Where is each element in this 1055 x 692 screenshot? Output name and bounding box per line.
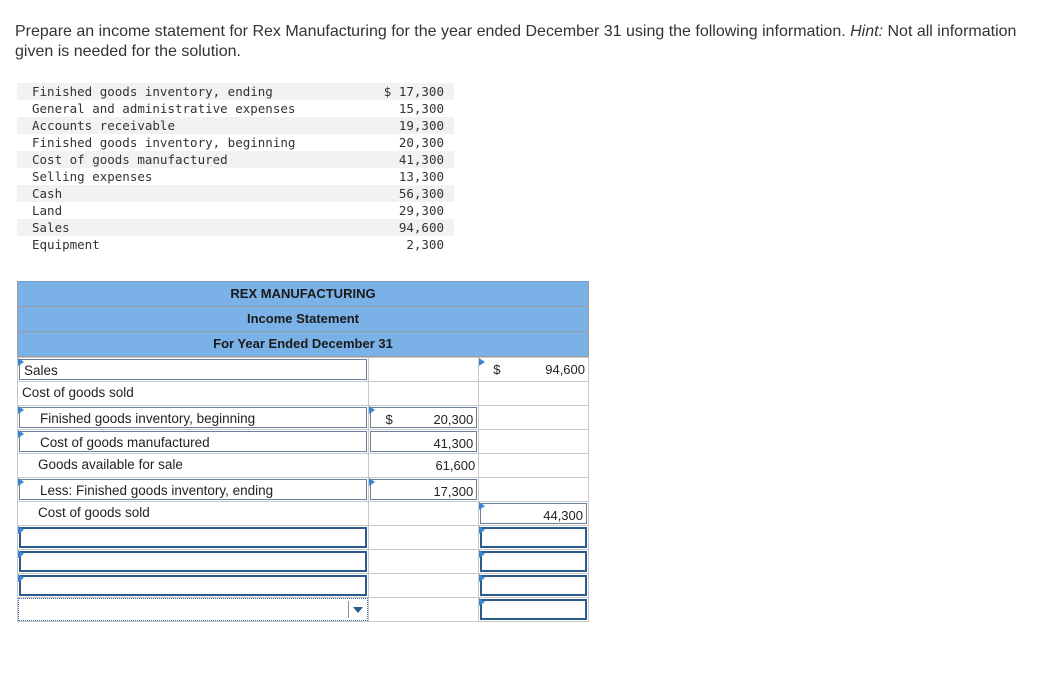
flag-icon xyxy=(18,358,24,366)
table-row xyxy=(18,478,589,502)
question-prompt xyxy=(15,22,1035,62)
row-label: Less: Finished goods inventory, ending xyxy=(40,483,274,498)
mid-cell xyxy=(369,382,479,406)
mid-cell xyxy=(369,454,479,478)
mid-input[interactable] xyxy=(370,407,477,428)
given-label: Equipment xyxy=(32,237,100,252)
right-cell xyxy=(479,430,589,454)
right-cell[interactable] xyxy=(479,358,589,382)
label-input[interactable] xyxy=(19,551,367,572)
mid-input[interactable] xyxy=(370,479,477,500)
right-cell xyxy=(479,382,589,406)
given-label: General and administrative expenses xyxy=(32,101,296,116)
label-cell xyxy=(18,502,369,526)
label-cell xyxy=(18,454,369,478)
given-value: 41,300 xyxy=(324,151,454,168)
statement-period: For Year Ended December 31 xyxy=(17,332,589,357)
given-value: 2,300 xyxy=(406,237,444,252)
table-row xyxy=(18,550,589,574)
dollar-sign: $ xyxy=(493,362,501,377)
chevron-down-icon[interactable] xyxy=(353,607,363,613)
mid-value: 41,300 xyxy=(433,436,474,451)
row-label: Finished goods inventory, beginning xyxy=(40,411,256,426)
given-label: Land xyxy=(32,203,63,218)
right-cell[interactable] xyxy=(479,598,589,622)
right-cell xyxy=(479,478,589,502)
statement-title: Income Statement xyxy=(17,307,589,332)
label-cell[interactable] xyxy=(18,574,369,598)
given-row xyxy=(17,202,454,219)
given-label: Selling expenses xyxy=(32,169,153,184)
given-label: Finished goods inventory, ending xyxy=(17,83,324,100)
flag-icon xyxy=(479,358,485,366)
flag-icon xyxy=(18,574,24,582)
given-row xyxy=(17,100,454,117)
mid-cell xyxy=(369,574,479,598)
mid-cell xyxy=(369,598,479,622)
mid-value: 17,300 xyxy=(433,484,474,499)
row-label: Cost of goods sold xyxy=(22,385,134,400)
mid-cell xyxy=(369,358,479,382)
flag-icon xyxy=(479,550,485,558)
right-value: 94,600 xyxy=(545,362,585,377)
label-cell[interactable] xyxy=(18,478,369,502)
label-input[interactable] xyxy=(19,527,367,548)
statement-rows xyxy=(17,357,589,622)
label-cell[interactable] xyxy=(18,598,369,622)
given-value: 13,300 xyxy=(398,169,444,184)
dollar-sign: $ xyxy=(385,412,393,427)
given-value: 19,300 xyxy=(324,117,454,134)
table-row xyxy=(18,454,589,478)
given-row xyxy=(17,168,454,185)
right-cell xyxy=(479,454,589,478)
label-input[interactable] xyxy=(19,431,367,452)
row-label: Cost of goods manufactured xyxy=(40,435,210,450)
given-label: Cost of goods manufactured xyxy=(17,151,324,168)
table-row xyxy=(18,526,589,550)
mid-cell[interactable] xyxy=(369,406,479,430)
label-cell xyxy=(18,382,369,406)
given-row xyxy=(17,219,454,236)
given-value: 29,300 xyxy=(398,203,444,218)
label-cell[interactable] xyxy=(18,358,369,382)
flag-icon xyxy=(479,598,485,606)
right-cell[interactable] xyxy=(479,550,589,574)
row-label: Sales xyxy=(24,363,58,378)
hint-label: Hint: xyxy=(850,23,884,40)
given-value: $ 17,300 xyxy=(324,83,454,100)
flag-icon xyxy=(479,574,485,582)
given-row xyxy=(17,151,454,168)
given-information-table xyxy=(17,83,454,253)
label-cell[interactable] xyxy=(18,430,369,454)
right-cell[interactable] xyxy=(479,502,589,526)
label-cell[interactable] xyxy=(18,550,369,574)
label-input[interactable] xyxy=(19,479,367,500)
flag-icon xyxy=(369,406,375,414)
table-row xyxy=(18,574,589,598)
given-label: Accounts receivable xyxy=(17,117,324,134)
row-label: Goods available for sale xyxy=(38,457,183,472)
flag-icon xyxy=(18,406,24,414)
given-label: Cash xyxy=(17,185,324,202)
flag-icon xyxy=(18,550,24,558)
mid-value: 61,600 xyxy=(435,458,476,473)
label-input[interactable] xyxy=(19,359,367,380)
label-input[interactable] xyxy=(19,407,367,428)
flag-icon xyxy=(18,478,24,486)
given-row xyxy=(17,117,454,134)
flag-icon xyxy=(369,478,375,486)
income-statement xyxy=(17,281,589,622)
label-cell[interactable] xyxy=(18,406,369,430)
label-cell[interactable] xyxy=(18,526,369,550)
given-row xyxy=(17,134,454,151)
mid-cell xyxy=(369,526,479,550)
mid-cell xyxy=(369,502,479,526)
table-row xyxy=(18,598,589,622)
right-input[interactable] xyxy=(480,527,587,548)
dropdown-divider xyxy=(348,601,349,618)
right-cell[interactable] xyxy=(479,526,589,550)
flag-icon xyxy=(479,526,485,534)
given-value: 94,600 xyxy=(324,219,454,236)
table-row xyxy=(18,382,589,406)
given-value: 56,300 xyxy=(324,185,454,202)
right-input[interactable] xyxy=(480,575,587,596)
right-input[interactable] xyxy=(480,551,587,572)
right-input[interactable] xyxy=(480,599,587,620)
given-value: 15,300 xyxy=(398,101,444,116)
hint-text: Not all information given is needed for the solution. xyxy=(15,23,1017,60)
given-label: Finished goods inventory, beginning xyxy=(32,135,296,150)
label-dropdown[interactable] xyxy=(18,598,368,621)
given-row xyxy=(17,83,454,100)
given-row xyxy=(17,236,454,253)
given-row xyxy=(17,185,454,202)
label-input[interactable] xyxy=(19,575,367,596)
mid-cell[interactable] xyxy=(369,478,479,502)
flag-icon xyxy=(479,502,485,510)
prompt-text: Prepare an income statement for Rex Manufacturing for the year ended December 31 using the following information. xyxy=(15,23,846,40)
flag-icon xyxy=(18,526,24,534)
row-label: Cost of goods sold xyxy=(38,505,150,520)
table-row xyxy=(18,406,589,430)
mid-value: 20,300 xyxy=(433,412,474,427)
mid-input[interactable] xyxy=(370,431,477,452)
right-value: 44,300 xyxy=(543,508,583,523)
table-row xyxy=(18,430,589,454)
given-label: Sales xyxy=(17,219,324,236)
given-value: 20,300 xyxy=(398,135,444,150)
right-input[interactable] xyxy=(480,503,587,524)
mid-cell xyxy=(369,550,479,574)
mid-cell[interactable] xyxy=(369,430,479,454)
company-name: REX MANUFACTURING xyxy=(17,281,589,307)
right-cell xyxy=(479,406,589,430)
flag-icon xyxy=(18,430,24,438)
table-row xyxy=(18,502,589,526)
table-row xyxy=(18,358,589,382)
right-cell[interactable] xyxy=(479,574,589,598)
